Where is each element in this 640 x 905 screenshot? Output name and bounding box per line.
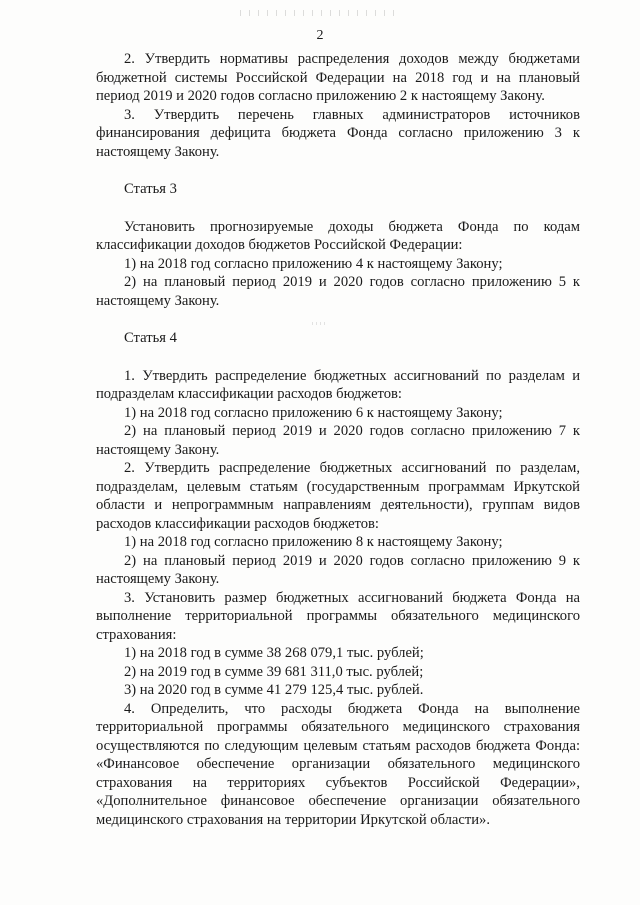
- list-item: 2) на плановый период 2019 и 2020 годов согласно приложению 7 к настоящему Закону.: [96, 423, 580, 458]
- document-body: [96, 50, 580, 829]
- paragraph: 2. Утвердить нормативы распределения доходов между бюджетами бюджетной системы Российской Федерации на 2018 год и на плановый период 2019 и 2020 годов согласно приложению 2 к настоящему Закону.: [96, 51, 580, 104]
- list-item: 2) на 2019 год в сумме 39 681 311,0 тыс. рублей;: [124, 663, 424, 680]
- paragraph: 1. Утвердить распределение бюджетных ассигнований по разделам и подразделам классификации расходов бюджетов:: [96, 367, 580, 402]
- list-item: 1) на 2018 год согласно приложению 8 к настоящему Закону;: [124, 534, 503, 550]
- list-item: 3) на 2020 год в сумме 41 279 125,4 тыс. рублей.: [124, 682, 424, 698]
- paragraph: Установить прогнозируемые доходы бюджета Фонда по кодам классификации доходов бюджетов Российской Федерации:: [96, 218, 580, 253]
- list-item: 2) на плановый период 2019 и 2020 годов согласно приложению 9 к настоящему Закону.: [96, 552, 580, 587]
- list-item: 1) на 2018 год согласно приложению 4 к настоящему Закону;: [124, 255, 503, 272]
- paragraph-spacer: [96, 199, 580, 218]
- page-number: 2: [316, 28, 324, 43]
- paragraph: 3. Установить размер бюджетных ассигнований бюджета Фонда на выполнение территориальной программы обязательного медицинского страхования:: [96, 589, 580, 643]
- list-item: 1) на 2018 год согласно приложению 6 к настоящему Закону;: [124, 404, 503, 421]
- scan-noise: [240, 10, 400, 16]
- list-item: 1) на 2018 год в сумме 38 268 079,1 тыс. рублей;: [124, 645, 424, 661]
- paragraph: 2. Утвердить распределение бюджетных ассигнований по разделам, подразделам, целевым статьям (государственным программам Иркутской области и непрограммным направлениям деятельности), группам видов расходов классификации расходов бюджетов:: [96, 460, 580, 532]
- article-heading: Статья 4: [124, 330, 177, 346]
- paragraph-spacer: [96, 348, 580, 367]
- list-item: 2) на плановый период 2019 и 2020 годов согласно приложению 5 к настоящему Закону.: [96, 274, 580, 309]
- paragraph: 3. Утвердить перечень главных администраторов источников финансирования дефицита бюджета Фонда согласно приложению 3 к настоящему Закону.: [96, 106, 580, 160]
- article-heading: Статья 3: [124, 181, 177, 197]
- paragraph-spacer: [96, 310, 580, 329]
- paragraph-spacer: [96, 161, 580, 180]
- paragraph: 4. Определить, что расходы бюджета Фонда на выполнение территориальной программы обязательного медицинского страхования осуществляются по следующим целевым статьям расходов бюджета Фонда: «Финансовое обеспечение организации обязательного медицинского страхования на территориях субъектов Российской Федерации», «Дополнительное финансовое обеспечение организации обязательного медицинского страхования на территории Иркутской области».: [96, 700, 580, 828]
